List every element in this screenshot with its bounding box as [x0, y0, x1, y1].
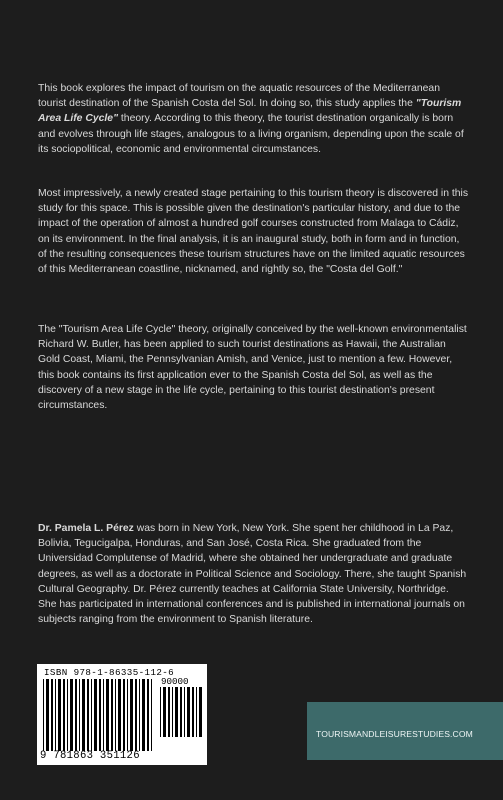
publisher-band	[307, 702, 503, 760]
author-name: Dr. Pamela L. Pérez	[38, 523, 134, 534]
barcode-addon-number: 90000	[161, 676, 189, 687]
blurb-p1-rest: theory. According to this theory, the tourist destination organically is born and evolves through life stages, analogous to a living organism, depending upon the scale of its sociopolitical, economic and environmental circumstances.	[38, 113, 464, 155]
ean-digits: 9 781863 351126	[40, 750, 140, 762]
publisher-url: TOURISMANDLEISURESTUDIES.COM	[316, 729, 473, 739]
isbn-label: ISBN 978-1-86335-112-6	[44, 667, 175, 678]
author-bio	[38, 521, 470, 627]
blurb-p1-intro: This book explores the impact of tourism on the aquatic resources of the Mediterranean tourist destination of the Spanish Costa del Sol. In doing so, this study applies the	[38, 83, 440, 110]
ean-barcode-bars	[43, 679, 155, 751]
blurb-paragraph-2: Most impressively, a newly created stage pertaining to this tourism theory is discovered in this study for this space. This is possible given the destination's particular history, and due to the impact of the operation of almost a hundred golf courses constructed from Malaga to Cádiz, on its environment. In the final analysis, it is an inaugural study, both in form and in function, of the resulting consequences these tourism structures have on the limited aquatic resources of this Mediterranean coastline, nicknamed, and rightly so, the "Costa del Golf."	[38, 188, 469, 276]
author-bio-text: was born in New York, New York. She spent her childhood in La Paz, Bolivia, Tegucigalpa, Honduras, and San José, Costa Rica. She graduated from the Universidad Complutense of Madrid, where she obtained her undergraduate and graduate degrees, as well as a doctorate in Political Science and Sociology. There, she taught Spanish Cultural Geography. Dr. Pérez currently teaches at California State University, Northridge. She has participated in international conferences and is published in international journals on subjects ranging from the environment to Spanish literature.	[38, 523, 467, 626]
blurb-paragraph-1	[38, 81, 470, 157]
isbn-barcode	[37, 664, 207, 765]
blurb-paragraph-3: The "Tourism Area Life Cycle" theory, originally conceived by the well-known environmentalist Richard W. Butler, has been applied to such tourist destinations as Hawaii, the Australian Gold Coast, Miami, the Pennsylvanian Amish, and Venice, just to mention a few. However, this book contains its first application ever to the Spanish Costa del Sol, as well as the discovery of a new stage in the life cycle, pertaining to this tourist destination's present circumstances.	[38, 324, 467, 412]
addon-barcode-bars	[160, 687, 202, 737]
theory-name-emphasis: "Tourism Area Life Cycle"	[38, 98, 462, 125]
